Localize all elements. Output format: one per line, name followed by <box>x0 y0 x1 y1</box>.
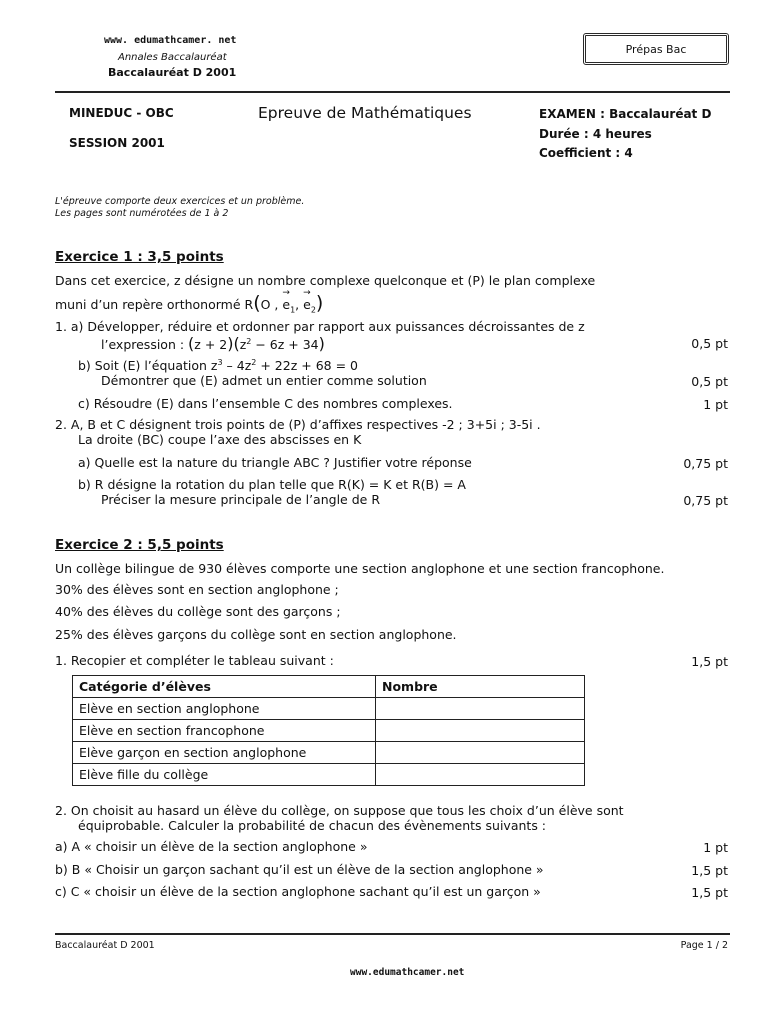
ex1-q1c: c) Résoudre (E) dans l’ensemble C des nombres complexes. <box>78 396 453 411</box>
table-cell-category: Elève fille du collège <box>73 764 376 786</box>
page-number: Page 1 / 2 <box>680 940 728 951</box>
footer-site-url[interactable]: www.edumathcamer.net <box>350 967 465 978</box>
ex2-qb-points: 1,5 pt <box>691 863 728 878</box>
table-row <box>73 698 585 720</box>
exam-session: SESSION 2001 <box>69 136 165 150</box>
exam-duree: Durée : 4 heures <box>539 127 652 141</box>
table-cell-number[interactable] <box>376 742 585 764</box>
table-cell-number[interactable] <box>376 720 585 742</box>
student-category-table <box>72 675 585 786</box>
prepas-bac-badge <box>583 33 729 65</box>
exercise-1-title: Exercice 1 : 3,5 points <box>55 249 224 265</box>
ex2-q1: 1. Recopier et compléter le tableau suivant : <box>55 653 334 668</box>
table-header-category: Catégorie d’élèves <box>73 676 376 698</box>
equation-formula: $z^3 - 4z^2 + 22z + 68 = 0$ <box>210 358 358 374</box>
ex1-q1b-points: 0,5 pt <box>691 374 728 389</box>
table-row <box>73 764 585 786</box>
ex1-q2a-points: 0,75 pt <box>683 456 728 471</box>
ex2-qc: c) C « choisir un élève de la section anglophone sachant qu’il est un garçon » <box>55 884 541 899</box>
table-cell-category: Elève en section francophone <box>73 720 376 742</box>
bac-label: Baccalauréat D 2001 <box>108 66 237 79</box>
ex1-q1b-line-2: Démontrer que (E) admet un entier comme solution <box>101 373 427 388</box>
table-row <box>73 720 585 742</box>
ex1-q1b-line-1 <box>78 358 358 373</box>
ex2-q2-line-1: 2. On choisit au hasard un élève du collège, on suppose que tous les choix d’un élève sont <box>55 803 624 818</box>
intro-line-1: L'épreuve comporte deux exercices et un problème. <box>55 196 305 207</box>
table-header-number: Nombre <box>376 676 585 698</box>
ex1-q2b-line-1: b) R désigne la rotation du plan telle que R(K) = K et R(B) = A <box>78 477 466 492</box>
ex1-q2b-points: 0,75 pt <box>683 493 728 508</box>
ex1-intro-1: Dans cet exercice, z désigne un nombre complexe quelconque et (P) le plan complexe <box>55 273 596 288</box>
site-url[interactable]: www. edumathcamer. net <box>104 35 237 46</box>
ex2-qc-points: 1,5 pt <box>691 885 728 900</box>
ex1-q1a-line-2 <box>101 334 325 353</box>
exam-title: Epreuve de Mathématiques <box>258 104 472 122</box>
footer-left: Baccalauréat D 2001 <box>55 940 155 951</box>
exam-examen: EXAMEN : Baccalauréat D <box>539 107 712 121</box>
ex1-q1c-points: 1 pt <box>703 397 728 412</box>
table-cell-number[interactable] <box>376 764 585 786</box>
ex2-q1-points: 1,5 pt <box>691 654 728 669</box>
ex2-qb: b) B « Choisir un garçon sachant qu’il est un élève de la section anglophone » <box>55 862 544 877</box>
ex2-paragraph-4: 25% des élèves garçons du collège sont en section anglophone. <box>55 627 457 642</box>
repere-formula: (O , $e_1$ → , $e_2$ → ) <box>253 288 324 315</box>
ex2-paragraph-2: 30% des élèves sont en section anglophone ; <box>55 582 339 597</box>
ex2-paragraph-3: 40% des élèves du collège sont des garçons ; <box>55 604 341 619</box>
ex2-qa: a) A « choisir un élève de la section anglophone » <box>55 839 368 854</box>
footer-rule <box>55 933 730 935</box>
intro-line-2: Les pages sont numérotées de 1 à 2 <box>55 208 229 219</box>
table-cell-number[interactable] <box>376 698 585 720</box>
expression-formula: $(z + 2)(z^2 - 6z + 34)$ <box>188 334 325 353</box>
exam-coefficient: Coefficient : 4 <box>539 146 633 160</box>
ex1-intro-2-text: muni d’un repère orthonormé R <box>55 297 254 312</box>
ex1-q2b-line-2: Préciser la mesure principale de l’angle de R <box>101 492 380 507</box>
header-rule <box>55 91 730 93</box>
exercise-2-title: Exercice 2 : 5,5 points <box>55 537 224 553</box>
table-header-row <box>73 676 585 698</box>
ex2-qa-points: 1 pt <box>703 840 728 855</box>
ex1-q2-line-2: La droite (BC) coupe l’axe des abscisses en K <box>78 432 362 447</box>
table-cell-category: Elève garçon en section anglophone <box>73 742 376 764</box>
annales-label: Annales Baccalauréat <box>118 52 227 63</box>
exam-org: MINEDUC - OBC <box>69 106 174 120</box>
ex1-q1a-points: 0,5 pt <box>691 336 728 351</box>
ex2-q2-line-2: équiprobable. Calculer la probabilité de chacun des évènements suivants : <box>78 818 547 833</box>
ex1-q1a-line-1: 1. a) Développer, réduire et ordonner par rapport aux puissances décroissantes de z <box>55 319 585 334</box>
ex1-intro-2 <box>55 288 324 315</box>
ex2-paragraph-1: Un collège bilingue de 930 élèves comporte une section anglophone et une section francophone. <box>55 561 665 576</box>
table-cell-category: Elève en section anglophone <box>73 698 376 720</box>
ex1-q1b-label: b) Soit (E) l’équation <box>78 358 211 374</box>
table-row <box>73 742 585 764</box>
ex1-q1a-label: l’expression : <box>101 337 189 352</box>
ex1-q2a: a) Quelle est la nature du triangle ABC ? Justifier votre réponse <box>78 455 472 470</box>
ex1-q2-line-1: 2. A, B et C désignent trois points de (P) d’affixes respectives -2 ; 3+5i ; 3-5i . <box>55 417 541 432</box>
prepas-bac-label: Prépas Bac <box>625 42 687 56</box>
